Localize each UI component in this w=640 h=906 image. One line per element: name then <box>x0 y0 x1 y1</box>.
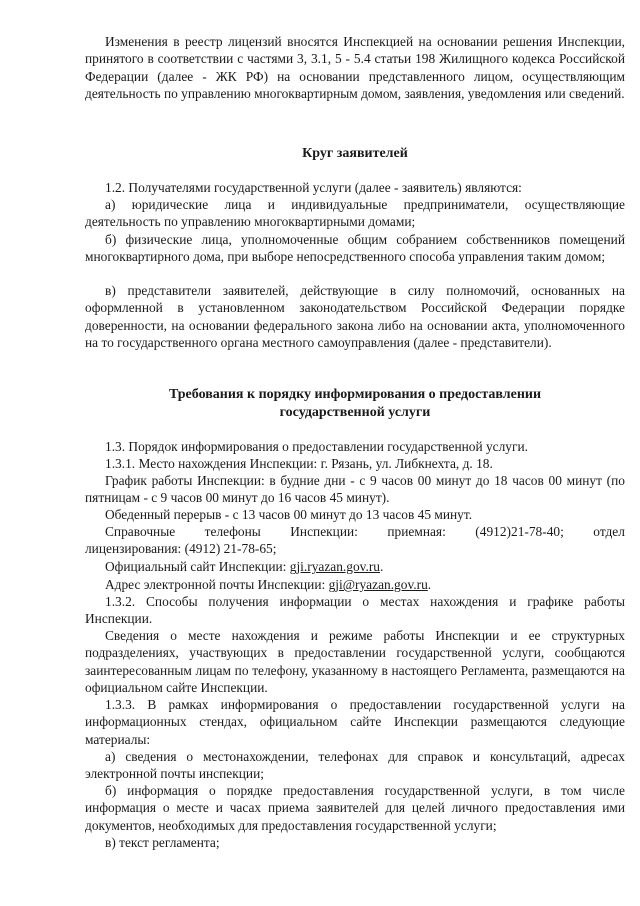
paragraph-1-3-3: 1.3.3. В рамках информирования о предоставлении государственной услуги на информационных стендах, официальном сайте Инспекции размещаются следующие материалы: <box>85 697 625 747</box>
official-site-end: . <box>379 559 384 574</box>
paragraph-intro: Изменения в реестр лицензий вносятся Инспекцией на основании решения Инспекции, принятого в соответствии с частями 3, 3.1, 5 - 5.4 статьи 198 Жилищного кодекса Российской Федерации (далее - ЖК РФ) на основании представленного лицом, осуществляющим деятельность по управлению многоквартирным домом, заявления, уведомления или сведений. <box>85 34 625 102</box>
paragraph-1-3-2: 1.3.2. Способы получения информации о местах нахождения и графике работы Инспекции. <box>85 594 625 627</box>
email-link[interactable]: gji@ryazan.gov.ru <box>328 577 428 592</box>
phones-block <box>85 523 625 558</box>
heading-informing: Требования к порядку информирования о предоставлении государственной услуги <box>168 387 542 420</box>
paragraph-1-2-a: а) юридические лица и индивидуальные предприниматели, осуществляющие деятельность по управлению многоквартирными домами; <box>85 197 625 230</box>
phones-line-2: лицензирования: (4912) 21-78-65; <box>85 541 277 557</box>
paragraph-1-3: 1.3. Порядок информирования о предоставлении государственной услуги. <box>105 439 529 454</box>
paragraph-1-3-3-b: б) информация о порядке предоставления государственной услуги, в том числе информация о месте и часах приема заявителей для целей личного предоставления ими документов, необходимых для предоставления государственной услуги; <box>85 783 625 833</box>
paragraph-lunch-break: Обеденный перерыв - с 13 часов 00 минут до 13 часов 45 минут. <box>105 507 473 522</box>
paragraph-1-2-b: б) физические лица, уполномоченные общим собранием собственников помещений многоквартирного дома, при выборе непосредственного способа управления таким домом; <box>85 232 625 265</box>
reception-phone: (4912)21-78-40; <box>475 524 564 539</box>
email-end: . <box>427 577 432 592</box>
paragraph-1-3-1: 1.3.1. Место нахождения Инспекции: г. Рязань, ул. Либкнехта, д. 18. <box>105 456 493 471</box>
official-site-link[interactable]: gji.ryazan.gov.ru <box>289 559 380 574</box>
phones-word: отдел <box>593 524 625 539</box>
phones-line-1 <box>85 523 625 540</box>
official-site-label: Официальный сайт Инспекции: <box>105 559 290 574</box>
official-site-line <box>105 558 383 575</box>
paragraph-1-2-c: в) представители заявителей, действующие в силу полномочий, основанных на оформленной в установленном законодательством Российской Федерации порядке доверенности, на основании федерального закона либо на основании акта, уполномоченного на то государственного органа местного самоуправления (далее - представители). <box>85 283 625 351</box>
paragraph-schedule: График работы Инспекции: в будние дни - с 9 часов 00 минут до 18 часов 00 минут (по пятницам - с 9 часов 00 минут до 16 часов 45 минут). <box>85 473 625 506</box>
paragraph-1-3-3-a: а) сведения о местонахождении, телефонах для справок и консультаций, адресах электронной почты инспекции; <box>85 749 625 782</box>
heading-applicants: Круг заявителей <box>302 146 408 161</box>
paragraph-1-2: 1.2. Получателями государственной услуги (далее - заявитель) являются: <box>105 180 522 195</box>
email-label: Адрес электронной почты Инспекции: <box>105 577 329 592</box>
phones-word: Справочные <box>105 524 176 539</box>
phones-word: Инспекции: <box>290 524 358 539</box>
paragraph-location: Сведения о месте нахождения и режиме работы Инспекции и ее структурных подразделениях, участвующих в предоставлении государственной услуги, сообщаются заинтересованным лицам по телефону, указанному в настоящего Регламента, размещаются на официальном сайте Инспекции. <box>85 628 625 696</box>
phones-word: приемная: <box>387 524 446 539</box>
paragraph-1-3-3-c: в) текст регламента; <box>105 835 220 850</box>
phones-word: телефоны <box>204 524 261 539</box>
email-line <box>105 576 431 593</box>
